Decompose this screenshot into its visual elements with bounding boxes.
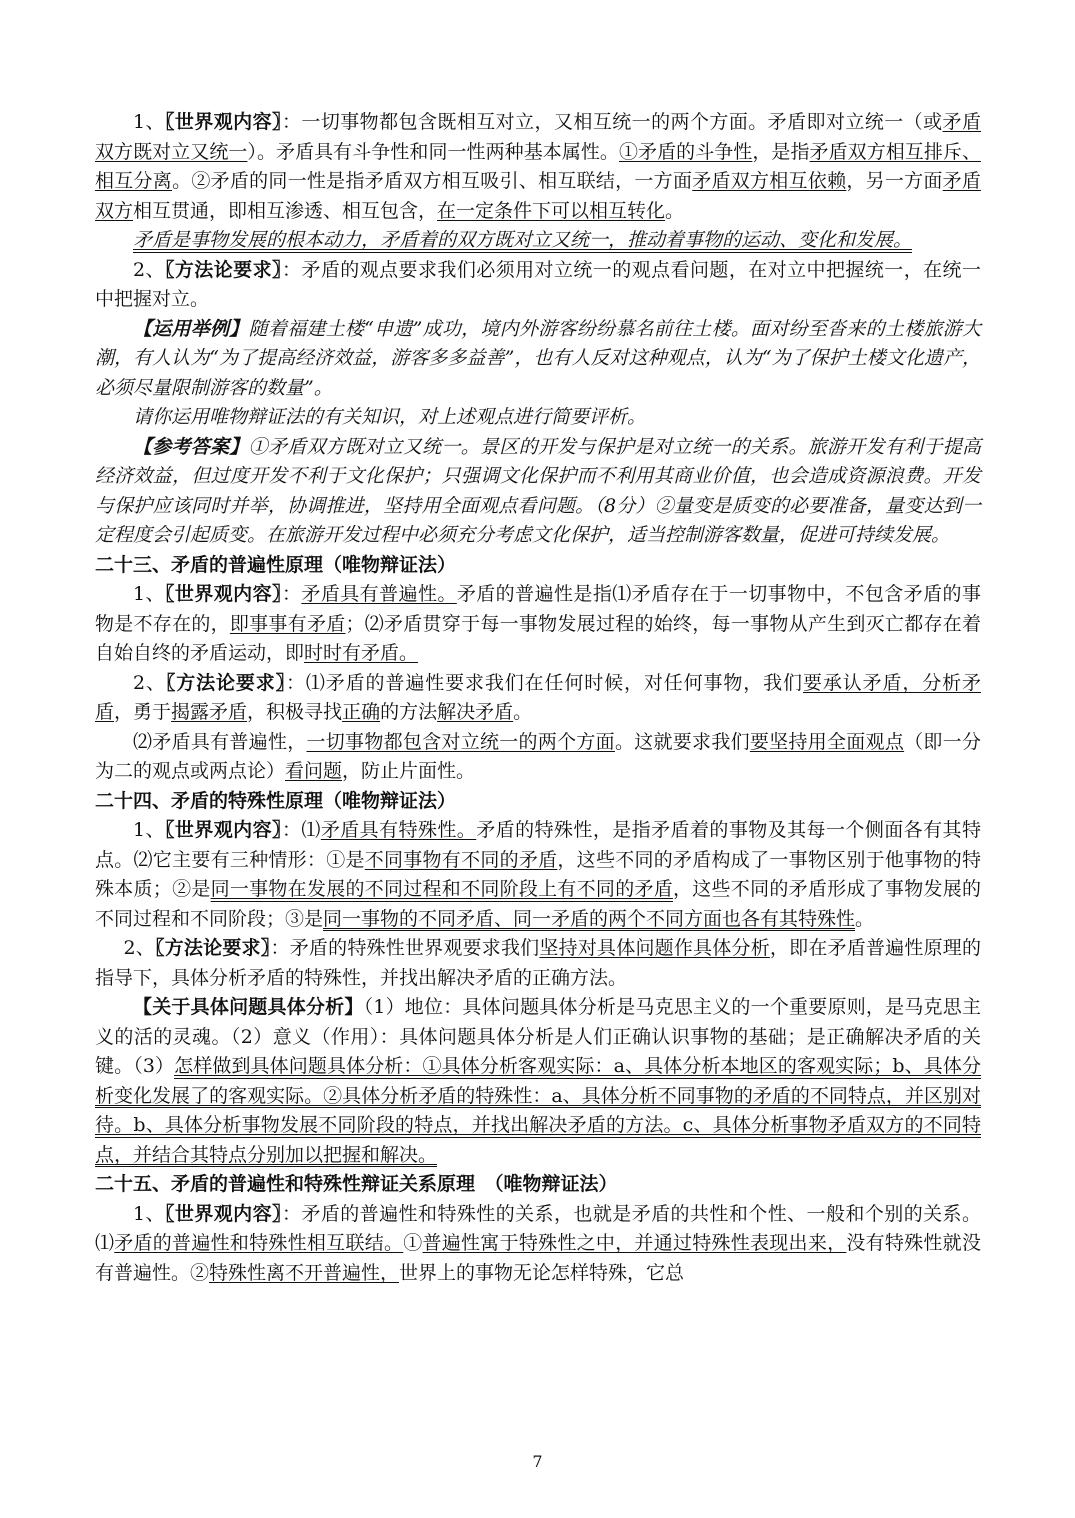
paragraph-contradiction-method: 2、〖方法论要求〗：矛盾的观点要求我们必须用对立统一的观点看问题，在对立中把握统一，在统一中把握对立。 [95,258,981,310]
label-answer: 【参考答案】 [133,435,249,458]
paragraph-driving-force: 矛盾是事物发展的根本动力，矛盾着的双方既对立又统一，推动着事物的运动、变化和发展。 [133,229,913,251]
paragraph-concrete-analysis: 【关于具体问题具体分析】（1）地位：具体问题具体分析是马克思主义的一个重要原则，是马克思主义的活的灵魂。（2）意义（作用）：具体问题具体分析是人们正确认识事物的基础；是正确解决矛盾的关键。（3）怎样做到具体问题具体分析：①具体分析客观实际：a、具体分析本地区的客观实际；b、具体分析变化发展了的客观实际。②具体分析矛盾的特殊性：a、具体分析不同事物的矛盾的不同特点，并区别对待。b、具体分析事物发展不同阶段的特点，并找出解决矛盾的方法。c、具体分析事物矛盾双方的不同特点，并结合其特点分别加以把握和解决。 [95,996,981,1166]
section-title-23: 二十三、矛盾的普遍性原理（唯物辩证法） [95,553,457,576]
paragraph-example: 【运用举例】随着福建土楼“申遗”成功，境内外游客纷纷慕名前往土楼。面对纷至沓来的土楼旅游大潮，有人认为“为了提高经济效益，游客多多益善”，也有人反对这种观点，认为“为了保护土楼文化遗产，必须尽量限制游客的数量”。 [95,317,981,399]
label-concrete-analysis: 【关于具体问题具体分析】 [133,996,364,1018]
paragraph-contradiction-worldview: 1、〖世界观内容〗：一切事物都包含既相互对立，又相互统一的两个方面。矛盾即对立统一（或矛盾双方既对立又统一）。矛盾具有斗争性和同一性两种基本属性。①矛盾的斗争性，是指矛盾双方相互排斥、相互分离。②矛盾的同一性是指矛盾双方相互吸引、相互联结，一方面矛盾双方相互依赖，另一方面矛盾双方相互贯通，即相互渗透、相互包含，在一定条件下可以相互转化。 [95,111,981,222]
paragraph-answer: 【参考答案】①矛盾双方既对立又统一。景区的开发与保护是对立统一的关系。旅游开发有利于提高经济效益，但过度开发不利于文化保护；只强调文化保护而不利用其商业价值，也会造成资源浪费。开发与保护应该同时并举，协调推进，坚持用全面观点看问题。（8分）②量变是质变的必要准备，量变达到一定程度会引起质变。在旅游开发过程中必须充分考虑文化保护，适当控制游客数量，促进可持续发展。 [95,435,981,546]
document-page [95,108,981,1288]
page-number: 7 [532,1452,543,1471]
label-example: 【运用举例】 [133,317,249,340]
paragraph-universality-worldview: 1、〖世界观内容〗：矛盾具有普遍性。矛盾的普遍性是指⑴矛盾存在于一切事物中，不包含矛盾的事物是不存在的，即事事有矛盾；⑵矛盾贯穿于每一事物发展过程的始终，每一事物从产生到灭亡都存在着自始自终的矛盾运动，即时时有矛盾。 [95,583,981,664]
section-title-25: 二十五、矛盾的普遍性和特殊性辩证关系原理 （唯物辩证法） [95,1173,618,1195]
label-worldview: 〖世界观内容〗 [164,111,282,133]
paragraph-universality-method-2: ⑵矛盾具有普遍性，一切事物都包含对立统一的两个方面。这就要求我们要坚持用全面观点（即一分为二的观点或两点论）看问题，防止片面性。 [95,730,981,782]
paragraph-universality-method: 2、〖方法论要求〗：⑴矛盾的普遍性要求我们在任何时候，对任何事物，我们要承认矛盾，分析矛盾，勇于揭露矛盾，积极寻找正确的方法解决矛盾。 [95,671,981,723]
label-method: 〖方法论要求〗 [164,258,282,281]
paragraph-particularity-method: 2、〖方法论要求〗：矛盾的特殊性世界观要求我们坚持对具体问题作具体分析，即在矛盾普遍性原理的指导下，具体分析矛盾的特殊性，并找出解决矛盾的正确方法。 [95,937,981,989]
paragraph-relation-worldview: 1、〖世界观内容〗：矛盾的普遍性和特殊性的关系，也就是矛盾的共性和个性、一般和个别的关系。⑴矛盾的普遍性和特殊性相互联结。①普遍性寓于特殊性之中，并通过特殊性表现出来，没有特殊性就没有普遍性。②特殊性离不开普遍性，世界上的事物无论怎样特殊，它总 [95,1202,981,1284]
section-title-24: 二十四、矛盾的特殊性原理（唯物辩证法） [95,789,457,812]
paragraph-question: 请你运用唯物辩证法的有关知识，对上述观点进行简要评析。 [133,406,647,428]
paragraph-particularity-worldview: 1、〖世界观内容〗：⑴矛盾具有特殊性。矛盾的特殊性，是指矛盾着的事物及其每一个侧面各有其特点。⑵它主要有三种情形：①是不同事物有不同的矛盾，这些不同的矛盾构成了一事物区别于他事物的特殊本质；②是同一事物在发展的不同过程和不同阶段上有不同的矛盾，这些不同的矛盾形成了事物发展的不同过程和不同阶段；③是同一事物的不同矛盾、同一矛盾的两个不同方面也各有其特殊性。 [95,819,981,930]
